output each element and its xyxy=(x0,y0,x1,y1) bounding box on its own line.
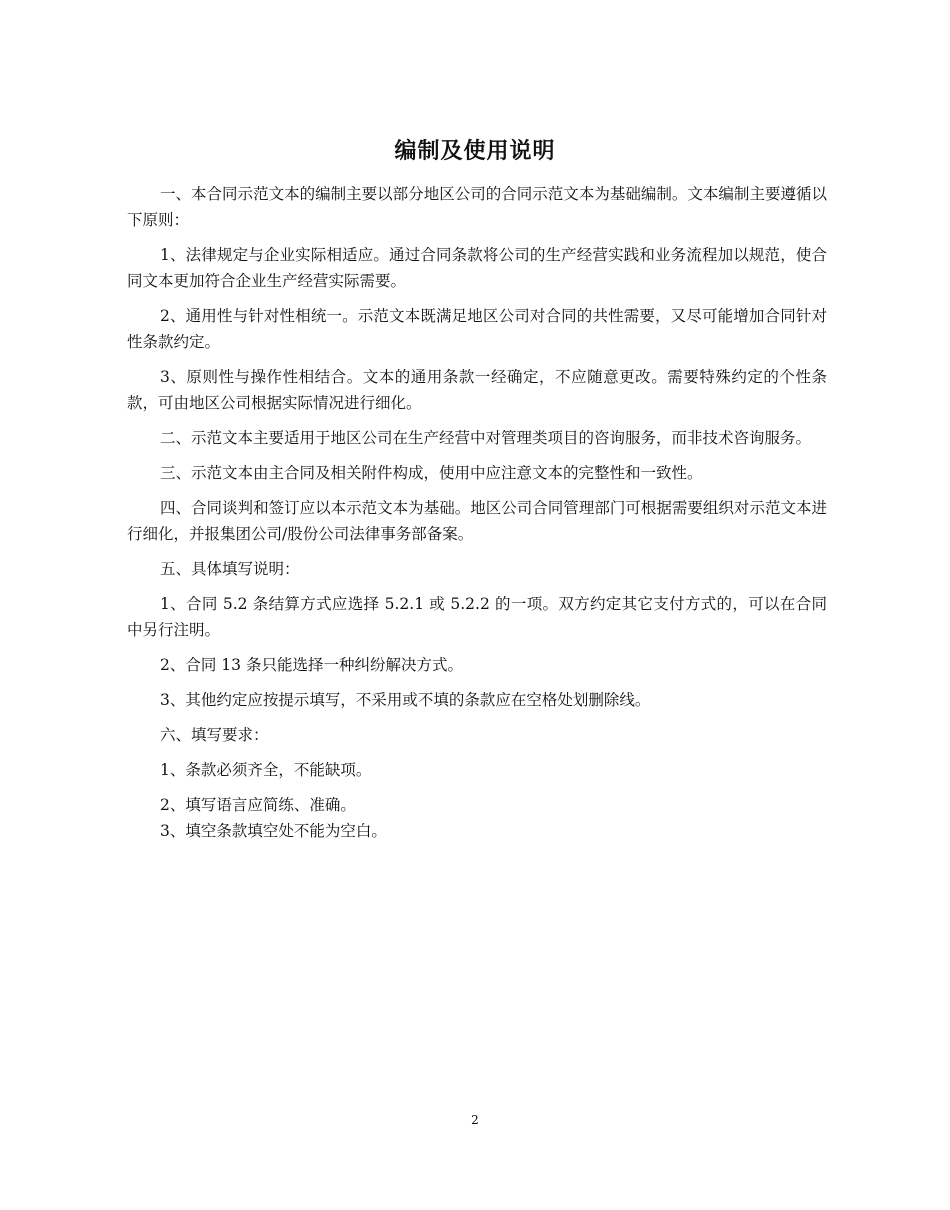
paragraph-15: 3、填空条款填空处不能为空白。 xyxy=(160,822,387,840)
paragraph-12: 六、填写要求： xyxy=(160,726,269,744)
paragraph-2: 1、法律规定与企业实际相适应。通过合同条款将公司的生产经营实践和业务流程加以规范，使合同文本更加符合企业生产经营实际需要。 xyxy=(127,246,827,290)
paragraph-3: 2、通用性与针对性相统一。示范文本既满足地区公司对合同的共性需要，又尽可能增加合同针对性条款约定。 xyxy=(127,307,827,351)
document-body xyxy=(127,181,827,853)
paragraph-11: 3、其他约定应按提示填写，不采用或不填的条款应在空格处划删除线。 xyxy=(160,691,651,709)
page-number: 2 xyxy=(471,1113,479,1127)
paragraph-6: 三、示范文本由主合同及相关附件构成，使用中应注意文本的完整性和一致性。 xyxy=(160,464,703,482)
paragraph-7: 四、合同谈判和签订应以本示范文本为基础。地区公司合同管理部门可根据需要组织对示范文本进行细化，并报集团公司/股份公司法律事务部备案。 xyxy=(127,499,827,543)
paragraph-14: 2、填写语言应简练、准确。 xyxy=(160,796,356,814)
paragraph-9: 1、合同 5.2 条结算方式应选择 5.2.1 或 5.2.2 的一项。双方约定其它支付方式的，可以在合同中另行注明。 xyxy=(127,595,827,639)
paragraph-13: 1、条款必须齐全，不能缺项。 xyxy=(160,761,372,779)
document-title: 编制及使用说明 xyxy=(394,138,556,164)
paragraph-5: 二、示范文本主要适用于地区公司在生产经营中对管理类项目的咨询服务，而非技术咨询服务。 xyxy=(160,429,812,447)
paragraph-4: 3、原则性与操作性相结合。文本的通用条款一经确定，不应随意更改。需要特殊约定的个性条款，可由地区公司根据实际情况进行细化。 xyxy=(127,368,827,412)
paragraph-8: 五、具体填写说明： xyxy=(160,560,300,578)
paragraph-10: 2、合同 13 条只能选择一种纠纷解决方式。 xyxy=(160,656,463,674)
paragraph-1: 一、本合同示范文本的编制主要以部分地区公司的合同示范文本为基础编制。文本编制主要遵循以下原则： xyxy=(127,185,827,229)
